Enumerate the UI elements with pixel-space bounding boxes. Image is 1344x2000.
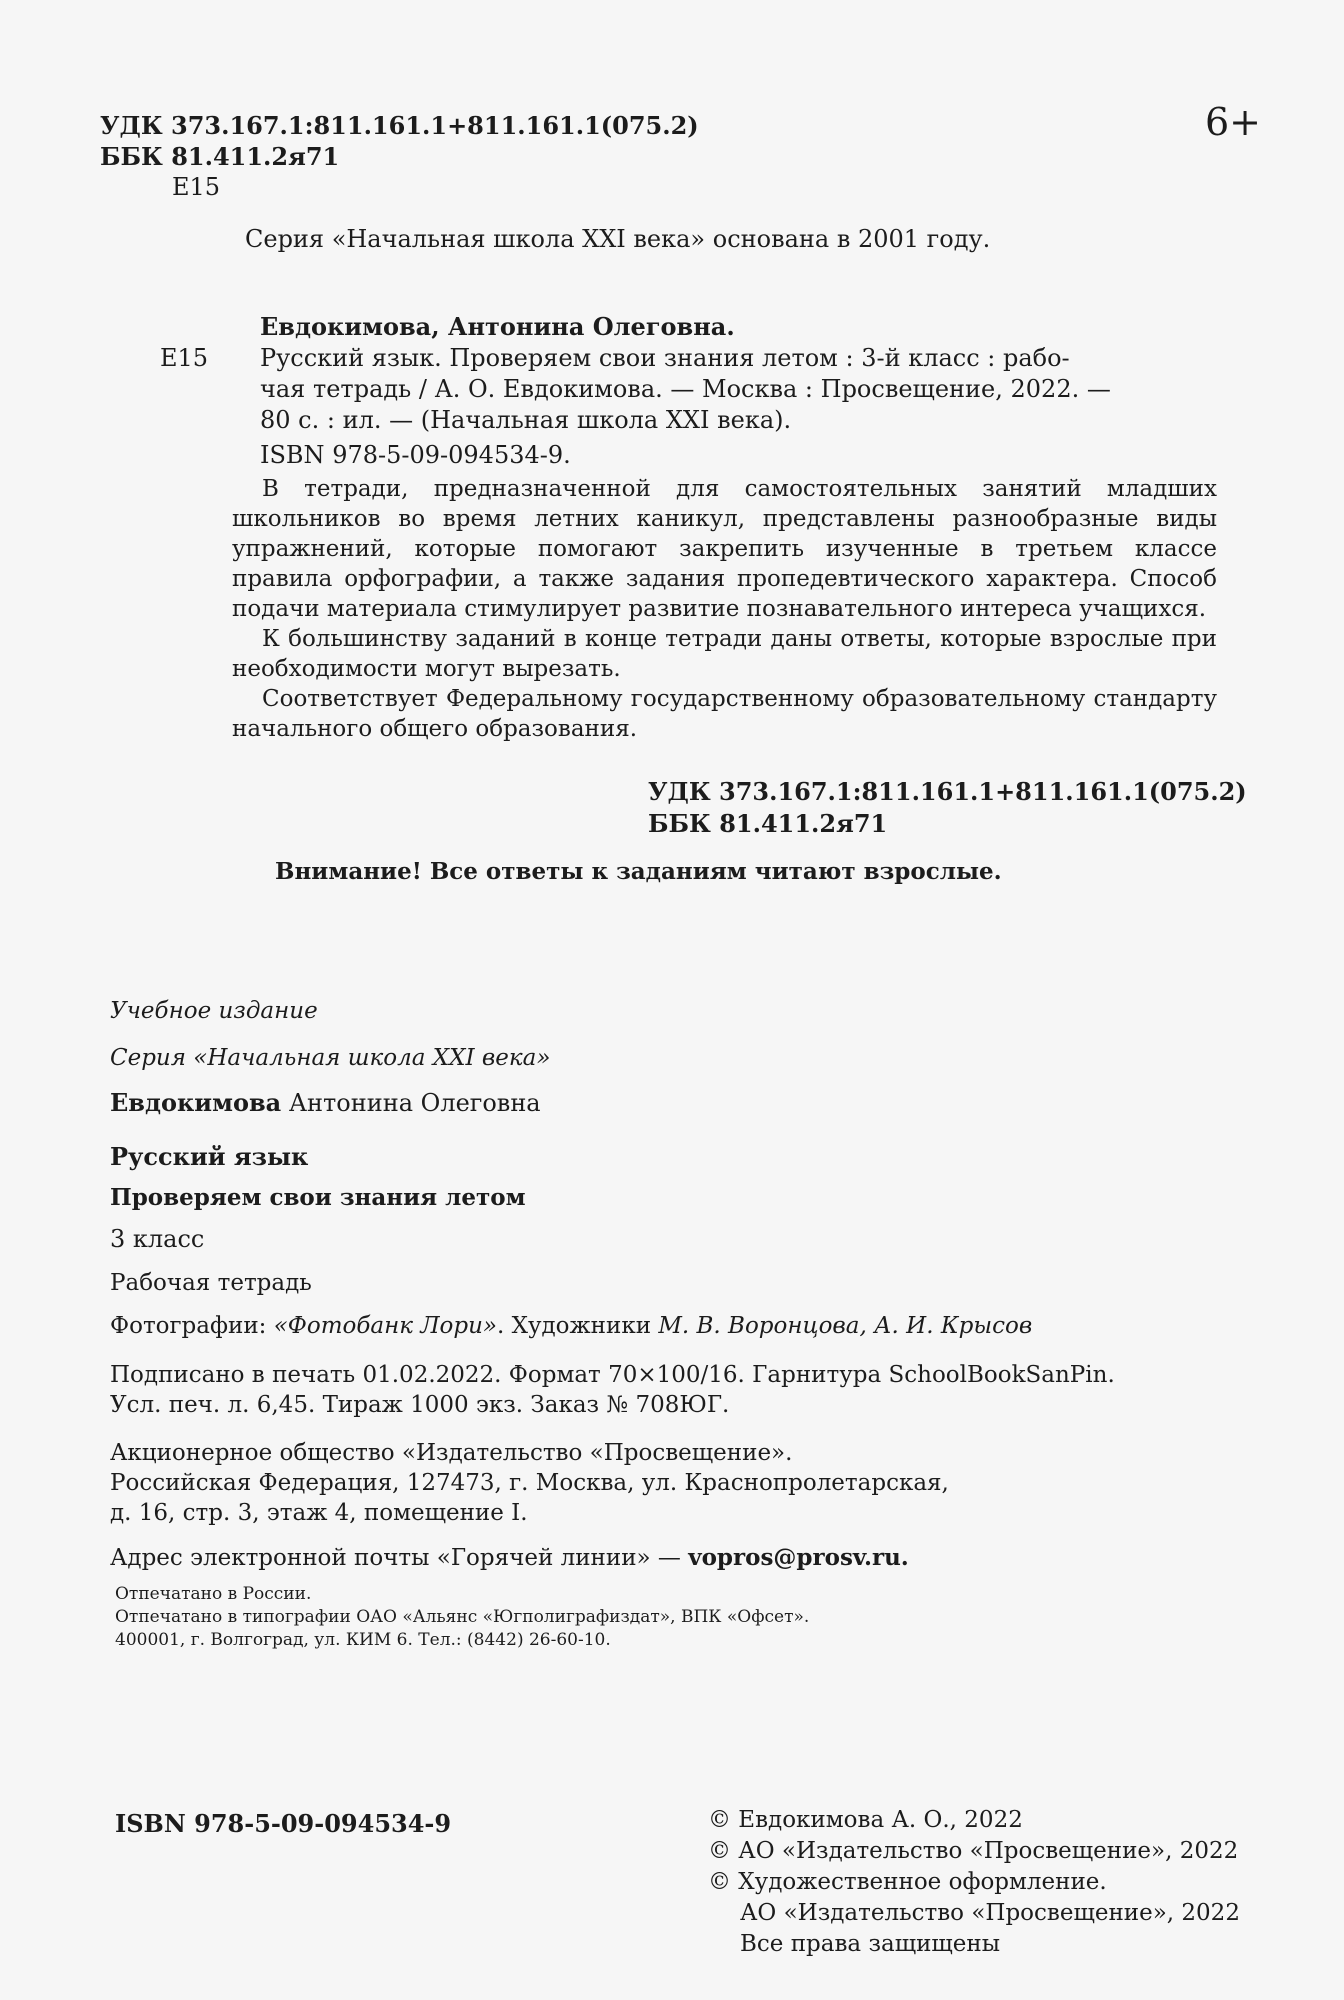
catalog-mark: Е15 — [160, 344, 209, 372]
catalog-bbk: ББК 81.411.2я71 — [648, 809, 888, 838]
imprint-title: Русский язык — [110, 1142, 309, 1171]
publisher-line-1: Акционерное общество «Издательство «Просвещение». — [110, 1440, 793, 1466]
imprint-credits — [110, 1311, 1032, 1341]
photos-source: «Фотобанк Лори» — [273, 1313, 497, 1339]
copyright-line-4: АО «Издательство «Просвещение», 2022 — [740, 1900, 1240, 1926]
copyright-line-1: © Евдокимова А. О., 2022 — [708, 1807, 1023, 1833]
imprint-author — [110, 1087, 541, 1119]
catalog-abstract — [232, 474, 1217, 744]
publisher-line-3: д. 16, стр. 3, этаж 4, помещение I. — [110, 1500, 528, 1526]
copyright-line-3: © Художественное оформление. — [708, 1869, 1107, 1895]
catalog-isbn: ISBN 978-5-09-094534-9. — [260, 441, 571, 469]
abstract-paragraph-3: Соответствует Федеральному государственному образовательному стандарту начального общего образования. — [232, 686, 1217, 742]
imprint-kind: Рабочая тетрадь — [110, 1270, 312, 1296]
abstract-paragraph-1: В тетради, предназначенной для самостоятельных занятий младших школьников во время летних каникул, представлены разнообразные виды упражнений, которые помогают закрепить изученные в третьем классе правила орфографии, а также задания пропедевтического характера. Способ подачи материала стимулирует развитие познавательного интереса учащихся. — [232, 476, 1217, 622]
catalog-line-1: Русский язык. Проверяем свои знания летом : 3-й класс : рабо- — [260, 344, 1070, 372]
header-udk: УДК 373.167.1:811.161.1+811.161.1(075.2) — [100, 111, 699, 140]
header-author-mark: Е15 — [172, 173, 221, 201]
copyright-line-2: © АО «Издательство «Просвещение», 2022 — [708, 1838, 1239, 1864]
catalog-author-heading: Евдокимова, Антонина Олеговна. — [260, 312, 735, 341]
rights-reserved: Все права защищены — [740, 1931, 1001, 1957]
hotline-email: vopros@prosv.ru. — [688, 1544, 909, 1571]
catalog-udk: УДК 373.167.1:811.161.1+811.161.1(075.2) — [648, 777, 1247, 806]
printed-in: Отпечатано в России. — [115, 1584, 312, 1604]
age-rating-badge: 6+ — [1205, 100, 1262, 144]
photos-label: Фотографии: — [110, 1313, 274, 1339]
edition-type: Учебное издание — [110, 998, 318, 1024]
catalog-line-2: чая тетрадь / А. О. Евдокимова. — Москва : Просвещение, 2022. — — [260, 375, 1111, 403]
artists-label: . Художники — [496, 1313, 659, 1339]
catalog-line-3: 80 с. : ил. — (Начальная школа XXI века). — [260, 406, 792, 434]
footer-isbn: ISBN 978-5-09-094534-9 — [115, 1809, 452, 1838]
series-note: Серия «Начальная школа XXI века» основана в 2001 году. — [245, 225, 991, 253]
imprint-series: Серия «Начальная школа XXI века» — [110, 1045, 551, 1071]
imprint-author-surname: Евдокимова — [110, 1088, 282, 1117]
header-bbk: ББК 81.411.2я71 — [100, 142, 340, 171]
print-details-line-2: Усл. печ. л. 6,45. Тираж 1000 экз. Заказ № 708ЮГ. — [110, 1392, 730, 1418]
publisher-line-2: Российская Федерация, 127473, г. Москва, ул. Краснопролетарская, — [110, 1470, 949, 1496]
imprint-grade: 3 класс — [110, 1225, 205, 1253]
hotline-label: Адрес электронной почты «Горячей линии» — — [110, 1545, 689, 1571]
print-details-line-1: Подписано в печать 01.02.2022. Формат 70×100/16. Гарнитура SchoolBookSanPin. — [110, 1362, 1115, 1388]
printing-house: Отпечатано в типографии ОАО «Альянс «Югполиграфиздат», ВПК «Офсет». — [115, 1607, 810, 1627]
abstract-paragraph-2: К большинству заданий в конце тетради даны ответы, которые взрослые при необходимости могут вырезать. — [232, 626, 1217, 682]
artists-names: М. В. Воронцова, А. И. Крысов — [658, 1313, 1033, 1339]
printing-house-address: 400001, г. Волгоград, ул. КИМ 6. Тел.: (8442) 26-60-10. — [115, 1630, 611, 1650]
imprint-subtitle: Проверяем свои знания летом — [110, 1184, 526, 1211]
attention-note: Внимание! Все ответы к заданиям читают взрослые. — [275, 858, 1002, 885]
imprint-author-name: Антонина Олеговна — [288, 1089, 541, 1117]
hotline — [110, 1543, 909, 1573]
